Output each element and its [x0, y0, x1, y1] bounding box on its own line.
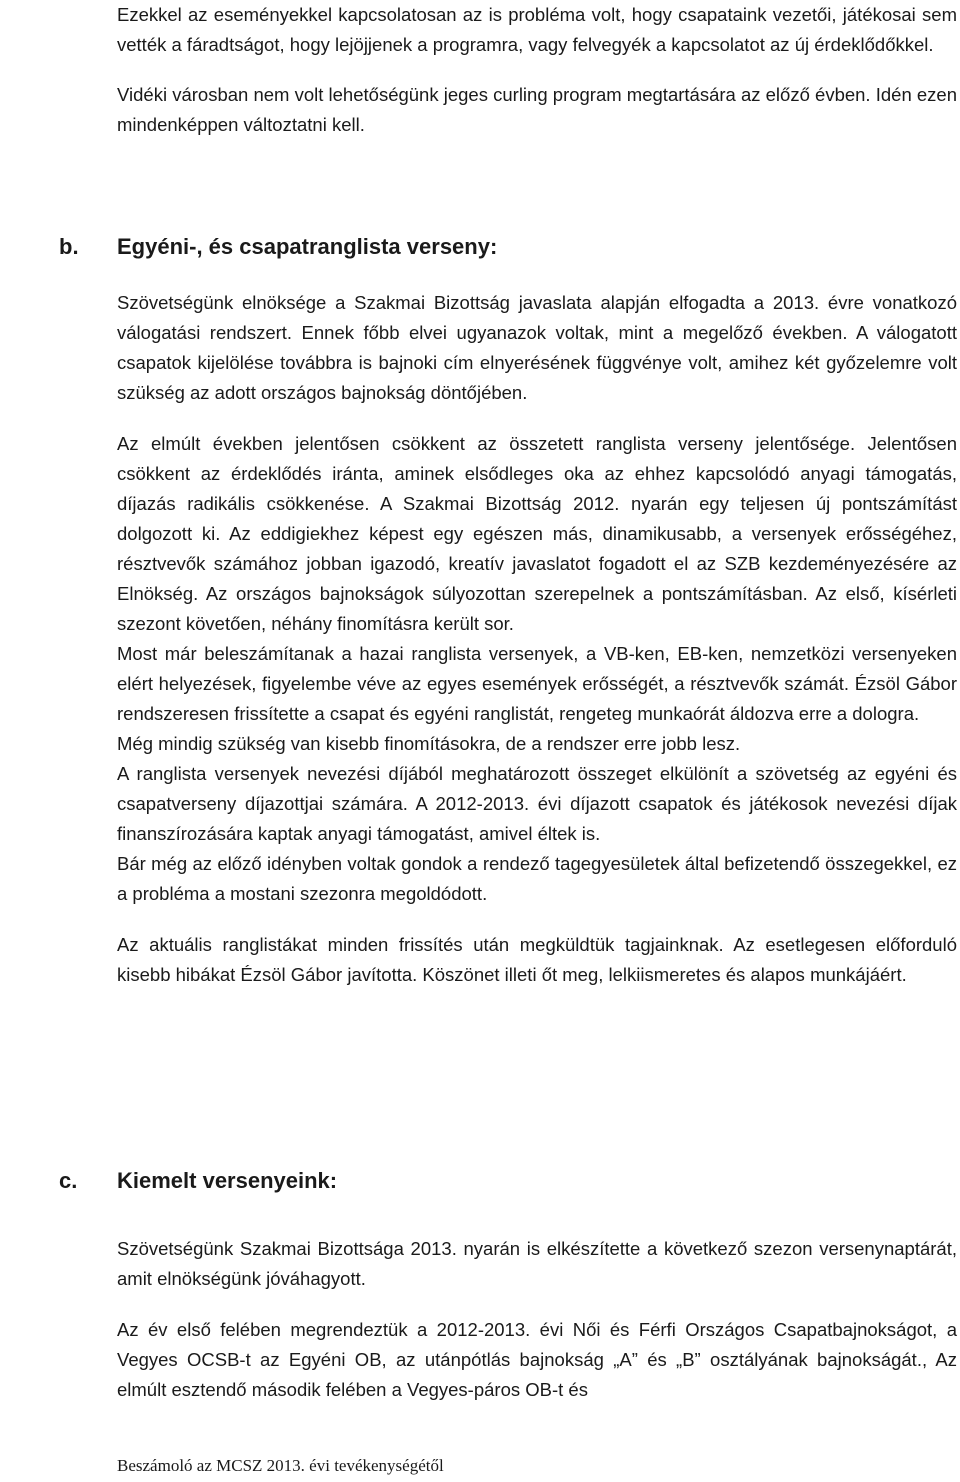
section-b-letter: b.: [59, 234, 79, 259]
intro-section: [117, 0, 957, 140]
page-footer: Beszámoló az MCSZ 2013. évi tevékenységétől: [117, 1456, 444, 1475]
section-b-paragraph-5: A ranglista versenyek nevezési díjából meghatározott összeget elkülönít a szövetség az egyéni és csapatverseny díjazottjai számára. A 2012-2013. évi díjazott csapatok és játékosok nevezési díjak finanszírozására kaptak anyagi támogatást, amivel éltek is.: [117, 763, 957, 844]
intro-paragraph-1: Ezekkel az eseményekkel kapcsolatosan az is probléma volt, hogy csapataink vezetői, játékosai sem vették a fáradtságot, hogy lejöjjenek a programra, vagy felvegyék a kapcsolatot az új érdeklődőkkel.: [117, 4, 957, 55]
intro-paragraph-2: Vidéki városban nem volt lehetőségünk jeges curling program megtartására az előző évben. Idén ezen mindenképpen változtatni kell.: [117, 84, 957, 135]
section-b-body: [117, 288, 957, 990]
section-c-paragraph-1: Szövetségünk Szakmai Bizottsága 2013. nyarán is elkészítette a következő szezon versenynaptárát, amit elnökségünk jóváhagyott.: [117, 1238, 957, 1289]
section-b-heading: [59, 232, 497, 262]
section-b-title: Egyéni-, és csapatranglista verseny:: [117, 234, 498, 259]
section-b-paragraph-4: Még mindig szükség van kisebb finomításokra, de a rendszer erre jobb lesz.: [117, 733, 741, 754]
section-c-body: [117, 1234, 957, 1405]
section-b-paragraph-3: Most már beleszámítanak a hazai ranglista versenyek, a VB-ken, EB-ken, nemzetközi versenyeken elért helyezések, figyelembe véve az egyes események erősségét, a résztvevők számát. Ézsöl Gábor rendszeresen frissítette a csapat és egyéni ranglistát, rengeteg munkaórát áldozva erre a dologra.: [117, 643, 957, 724]
section-c-paragraph-2: Az év első felében megrendeztük a 2012-2013. évi Női és Férfi Országos Csapatbajnokságot, a Vegyes OCSB-t az Egyéni OB, az utánpótlás bajnokság „A” és „B” osztályának bajnokságát., Az elmúlt esztendő második felében a Vegyes-páros OB-t és: [117, 1319, 957, 1400]
section-b-paragraph-1: Szövetségünk elnöksége a Szakmai Bizottság javaslata alapján elfogadta a 2013. évre vonatkozó válogatási rendszert. Ennek főbb elvei ugyanazok voltak, mint a megelőző években. A válogatott csapatok kijelölése továbbra is bajnoki cím elnyerésének függvénye volt, amihez két győzelemre volt szükség az adott országos bajnokság döntőjében.: [117, 292, 957, 403]
section-b-paragraph-2: Az elmúlt években jelentősen csökkent az összetett ranglista verseny jelentősége. Jelentősen csökkent az érdeklődés iránta, aminek elsődleges oka az ehhez kapcsolódó anyagi támogatás, díjazás radikális csökkenése. A Szakmai Bizottság 2012. nyarán egy teljesen új pontszámítást dolgozott ki. Az eddigiekhez képest egy egészen más, dinamikusabb, a versenyek erősségéhez, résztvevők számához jobban igazodó, kreatív javaslatot fogadott el az SZB kezdeményezésére az Elnökség. Az országos bajnokságok súlyozottan szerepelnek a pontszámításban. Az első, kísérleti szezont követően, néhány finomításra került sor.: [117, 433, 957, 634]
section-c-title: Kiemelt versenyeink:: [117, 1168, 338, 1193]
section-b-paragraph-6: Bár még az előző idényben voltak gondok a rendező tagegyesületek által befizetendő összegekkel, ez a probléma a mostani szezonra megoldódott.: [117, 853, 957, 904]
section-c-heading: [59, 1166, 337, 1196]
section-b-paragraph-7: Az aktuális ranglistákat minden frissítés után megküldtük tagjainknak. Az esetlegesen előforduló kisebb hibákat Ézsöl Gábor javította. Köszönet illeti őt meg, lelkiismeretes és alapos munkájáért.: [117, 934, 957, 985]
section-c-letter: c.: [59, 1168, 78, 1193]
